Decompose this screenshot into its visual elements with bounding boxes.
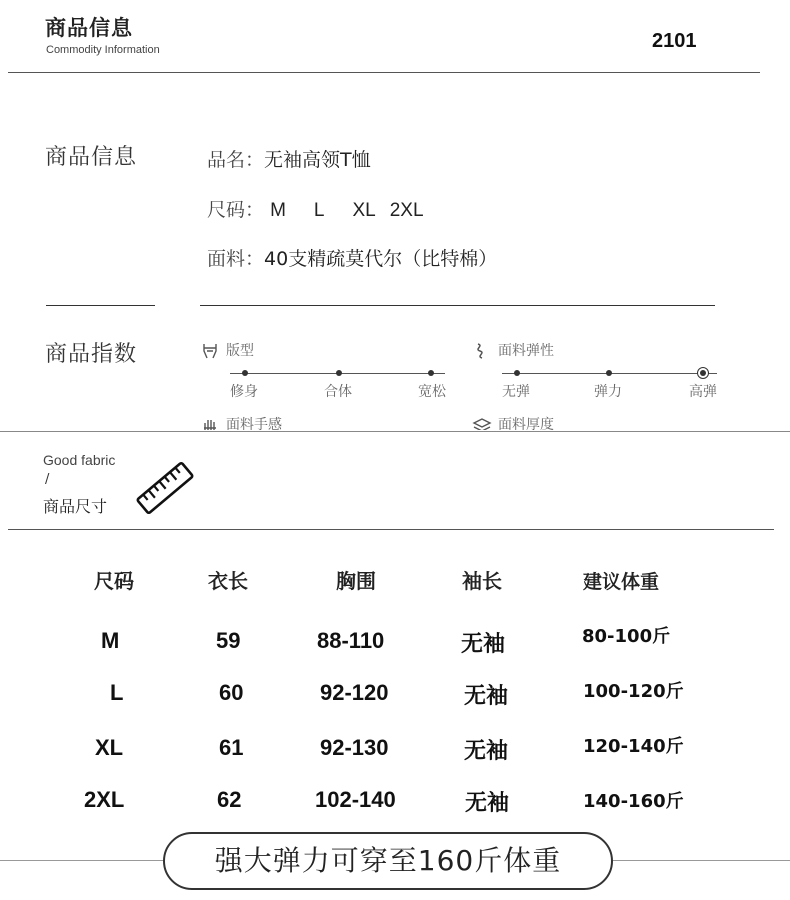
fit-scale-dot: [242, 370, 248, 376]
fit-label: 版型: [226, 343, 254, 359]
good-fabric-en: Good fabric: [43, 452, 116, 468]
elasticity-scale-label: 无弹: [502, 384, 530, 400]
table-cell: 100-120斤: [583, 681, 684, 702]
fit-header: [200, 340, 254, 360]
product-name-row: [207, 145, 371, 172]
header-divider: [8, 72, 760, 73]
table-cell: 2XL: [84, 787, 125, 812]
ruler-icon: [132, 455, 198, 525]
thickness-header: [472, 414, 554, 430]
elasticity-scale-dot: [514, 370, 520, 376]
table-cell: 62: [217, 787, 242, 812]
table-cell: 无袖: [464, 684, 509, 709]
table-cell: L: [110, 680, 124, 705]
fit-scale-dot: [336, 370, 342, 376]
size-option: 2XL: [389, 200, 424, 221]
table-cell: 120-140斤: [583, 736, 684, 757]
table-cell: 无袖: [461, 632, 506, 657]
product-index-title: 商品指数: [45, 342, 138, 367]
table-cell: 无袖: [464, 739, 509, 764]
table-header-weight: 建议体重: [583, 571, 660, 593]
table-cell: 92-120: [320, 680, 389, 705]
elasticity-scale-label: 高弹: [689, 384, 717, 400]
good-fabric-slash: /: [45, 472, 50, 487]
elasticity-scale-label: 弹力: [594, 384, 622, 400]
size-list: [270, 200, 451, 221]
fit-scale-dot: [428, 370, 434, 376]
table-cell: 59: [216, 628, 241, 653]
table-header-sleeve: 袖长: [462, 569, 502, 593]
product-name-label: 品名：: [207, 149, 265, 171]
header-subtitle: Commodity Information: [46, 44, 160, 56]
feel-header: [200, 414, 282, 430]
table-cell: XL: [95, 735, 124, 760]
header-title: 商品信息: [45, 16, 133, 40]
table-cell: 80-100斤: [582, 626, 671, 647]
fit-scale-label: 合体: [324, 384, 352, 400]
size-option: L: [313, 200, 325, 221]
elasticity-header: [472, 340, 554, 360]
fit-scale-label: 宽松: [418, 384, 446, 400]
elastic-icon: [472, 342, 492, 360]
table-header-size: 尺码: [94, 569, 134, 593]
product-fabric-value: 40支精疏莫代尔（比特棉）: [264, 248, 498, 270]
table-cell: 88-110: [317, 628, 385, 653]
thickness-label: 面料厚度: [498, 417, 554, 430]
section-divider-left: [46, 305, 155, 306]
elasticity-selected-dot: [697, 367, 709, 379]
product-info-title: 商品信息: [45, 145, 138, 170]
product-name-value: 无袖高领T恤: [264, 149, 371, 171]
table-top-divider: [8, 529, 774, 530]
feel-label: 面料手感: [226, 417, 282, 430]
product-fabric-label: 面料：: [207, 248, 265, 270]
layers-icon: [472, 416, 492, 430]
good-fabric-cn: 商品尺寸: [43, 497, 108, 516]
fit-icon: [200, 342, 220, 360]
table-cell: 60: [219, 680, 244, 705]
table-cell: 102-140: [315, 787, 396, 812]
elasticity-label: 面料弹性: [498, 343, 554, 359]
product-fabric-row: [207, 244, 497, 271]
table-cell: 140-160斤: [583, 791, 684, 812]
table-cell: 无袖: [465, 791, 510, 816]
section-divider-right: [200, 305, 715, 306]
product-code: 2101: [652, 30, 697, 52]
elasticity-scale-dot: [606, 370, 612, 376]
fit-scale-label: 修身: [230, 384, 258, 400]
table-header-bust: 胸围: [336, 569, 376, 593]
table-cell: M: [101, 628, 120, 653]
product-size-row: [207, 195, 452, 222]
hand-icon: [200, 416, 220, 430]
index-cut-divider: [0, 431, 790, 432]
product-size-label: 尺码：: [207, 199, 265, 221]
size-option: XL: [352, 200, 376, 221]
elasticity-banner: 强大弹力可穿至160斤体重: [163, 832, 613, 890]
table-header-length: 衣长: [208, 569, 248, 593]
size-option: M: [270, 200, 286, 221]
table-cell: 61: [219, 735, 244, 760]
table-cell: 92-130: [320, 735, 389, 760]
